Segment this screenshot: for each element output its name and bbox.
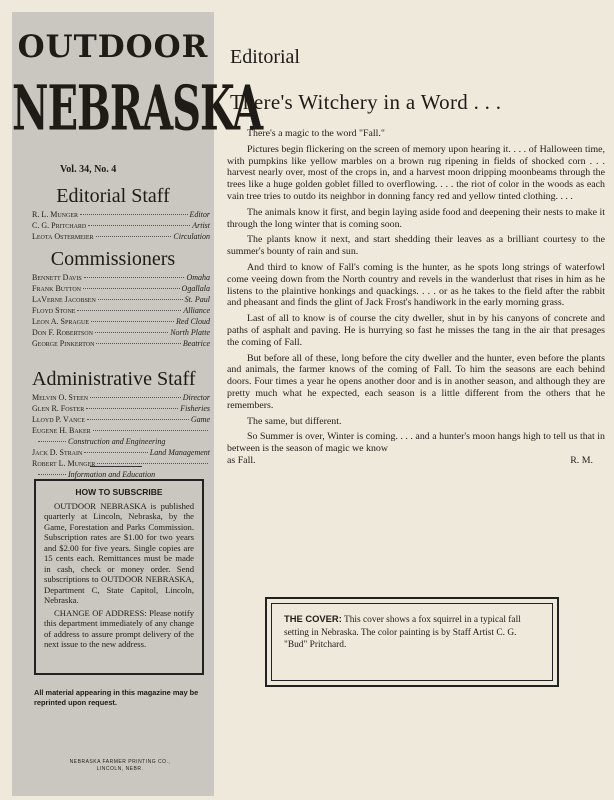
admin-name: Robert L. Munger <box>32 459 96 468</box>
commissioner-place: Ogallala <box>181 284 210 293</box>
closing-text: as Fall. <box>227 454 256 466</box>
paragraph: But before all of these, long before the city dweller and the hunter, even before the plants and animals, the farmer knows of the coming of Fall. To him the seasons are each behind doors. Four times a year he opens another door and is in another season, and although they are pretty much what he expected, each season is a little different from the others that he remembers. <box>227 352 605 411</box>
admin-name: Eugene H. Baker <box>32 426 91 435</box>
paragraph: Last of all to know is of course the city dweller, shut in by his canyons of concrete and paths of asphalt and paving. He is hurrying so fast he misses the tang in the air that presages the coming of Fall. <box>227 313 605 348</box>
admin-name: Glen R. Foster <box>32 404 85 413</box>
commissioner-row <box>32 272 210 283</box>
staff-row <box>32 231 210 242</box>
commissioner-name: Frank Button <box>32 284 82 293</box>
commissioner-place: Alliance <box>183 306 210 315</box>
admin-role: Land Management <box>149 448 210 457</box>
masthead-outdoor: OUTDOOR <box>17 29 209 65</box>
printer-credit <box>34 759 206 773</box>
commissioner-place: Omaha <box>186 273 210 282</box>
cover-note-text: This cover shows a fox squirrel in a typical fall setting in Nebraska. The color painting is by Staff Artist C. G. "Bud" Pritchard. <box>284 615 521 650</box>
commissioner-place: North Platte <box>170 328 210 337</box>
commissioner-place: Red Cloud <box>176 317 210 326</box>
admin-row <box>32 425 210 436</box>
staff-role: Circulation <box>173 232 210 241</box>
commissioners-list <box>32 272 210 349</box>
commissioner-row <box>32 327 210 338</box>
commissioner-name: Floyd Stone <box>32 306 76 315</box>
paragraph: Pictures begin flickering on the screen of memory upon hearing it. . . . of Halloween time, with pumpkins like yellow marbles on a brown rug ripening in fields of shocked corn . . . harvest nearly over, most of the crops in, and a harvest moon dripping moonbeams through the trees like a huge golden goblet filled to overflowing. . . . the riot of color in the woods as each vain tree tries to outdo its neighbor in donning fancy red and yellow tinted clothing. . . . <box>227 143 605 202</box>
admin-row <box>32 414 210 425</box>
commissioner-row <box>32 316 210 327</box>
change-of-address: CHANGE OF ADDRESS: Please notify this department immediately of any change of address to assure prompt delivery of the next issue to the new address. <box>44 607 194 649</box>
commissioner-place: St. Paul <box>184 295 210 304</box>
subscribe-box <box>34 479 204 675</box>
admin-row <box>32 447 210 458</box>
paragraph: So Summer is over, Winter is coming. . . . and a hunter's moon hangs high to tell us that in between is the season of magic we know <box>227 431 605 455</box>
cover-note <box>271 603 553 681</box>
commissioner-name: George Pinkerton <box>32 339 95 348</box>
commissioner-row <box>32 338 210 349</box>
commissioner-row <box>32 294 210 305</box>
signature: R. M. <box>570 454 593 466</box>
closing-line <box>227 455 605 467</box>
cover-note-label: THE COVER: <box>284 613 342 624</box>
main-column <box>214 0 614 800</box>
staff-row <box>32 209 210 220</box>
editorial-title: There's Witchery in a Word . . . <box>230 90 502 114</box>
volume-number: Vol. 34, No. 4 <box>60 164 117 175</box>
editorial-staff-heading: Editorial Staff <box>56 185 170 207</box>
subscribe-title: HOW TO SUBSCRIBE <box>75 487 163 497</box>
admin-role: Game <box>190 415 210 424</box>
admin-row <box>32 458 210 469</box>
commissioner-name: Don F. Robertson <box>32 328 93 337</box>
admin-role: Construction and Engineering <box>68 437 166 446</box>
paragraph: There's a magic to the word "Fall." <box>247 128 385 139</box>
editorial-body <box>227 128 605 467</box>
masthead-nebraska: NEBRASKA <box>12 72 263 145</box>
staff-name: R. L. Munger <box>32 210 79 219</box>
masthead <box>12 29 263 145</box>
commissioners-heading: Commissioners <box>50 248 176 270</box>
admin-row <box>32 403 210 414</box>
cover-note-box <box>265 597 559 687</box>
admin-role: Fisheries <box>180 404 210 413</box>
staff-name: Leota Ostermeier <box>32 232 94 241</box>
editorial-staff-list <box>32 209 210 242</box>
commissioner-name: Bennett Davis <box>32 273 82 282</box>
commissioner-place: Beatrice <box>182 339 210 348</box>
commissioner-row <box>32 305 210 316</box>
staff-row <box>32 220 210 231</box>
paragraph: The animals know it first, and begin laying aside food and deepening their nests to make it through the long winter that is coming soon. <box>227 206 605 230</box>
staff-name: C. G. Pritchard <box>32 221 87 230</box>
commissioner-name: LaVerne Jacobsen <box>32 295 96 304</box>
reprint-note: All material appearing in this magazine may be reprinted upon request. <box>34 688 199 707</box>
staff-role: Editor <box>189 210 210 219</box>
admin-name: Melvin O. Steen <box>32 393 89 402</box>
staff-role: Artist <box>192 221 210 230</box>
administrative-staff-heading: Administrative Staff <box>32 368 196 390</box>
paragraph: And third to know of Fall's coming is the hunter, as he spots long strings of waterfowl come veeing down from the North country and revels in the wanderlust that rises in him as he listens to the plaintive honkings and quackings. . . . or as he takes to the field after the rabbit and pheasant and finds the glint of Jack Frost's handiwork in the early morning grass. <box>227 261 605 309</box>
admin-role: Director <box>182 393 210 402</box>
admin-role: Information and Education <box>68 470 156 479</box>
admin-name: Jack D. Strain <box>32 448 83 457</box>
paragraph: The plants know it next, and start shedding their leaves as a brilliant courtesy to the summer's bounty of rain and sun. <box>227 234 605 258</box>
subscribe-info: OUTDOOR NEBRASKA is published quarterly at Lincoln, Nebraska, by the Game, Forestation and Parks Commission. Subscription rates are $1.00 for two years and $2.00 for five years. Single copies are 15 cents each. Remittances must be made in cash, check or money order. Send subscriptions to OUTDOOR NEBRASKA, Department C, State Capitol, Lincoln, Nebraska. <box>44 500 194 605</box>
commissioner-name: Leon A. Sprague <box>32 317 90 326</box>
printer-line-1: NEBRASKA FARMER PRINTING CO., <box>69 759 171 765</box>
printer-line-2: LINCOLN, NEBR. <box>96 766 144 772</box>
admin-row <box>32 436 210 447</box>
paragraph: The same, but different. <box>247 415 342 427</box>
divider <box>90 466 142 467</box>
admin-name: Lloyd P. Vance <box>32 415 86 424</box>
section-label: Editorial <box>230 46 300 68</box>
admin-row <box>32 392 210 403</box>
commissioner-row <box>32 283 210 294</box>
